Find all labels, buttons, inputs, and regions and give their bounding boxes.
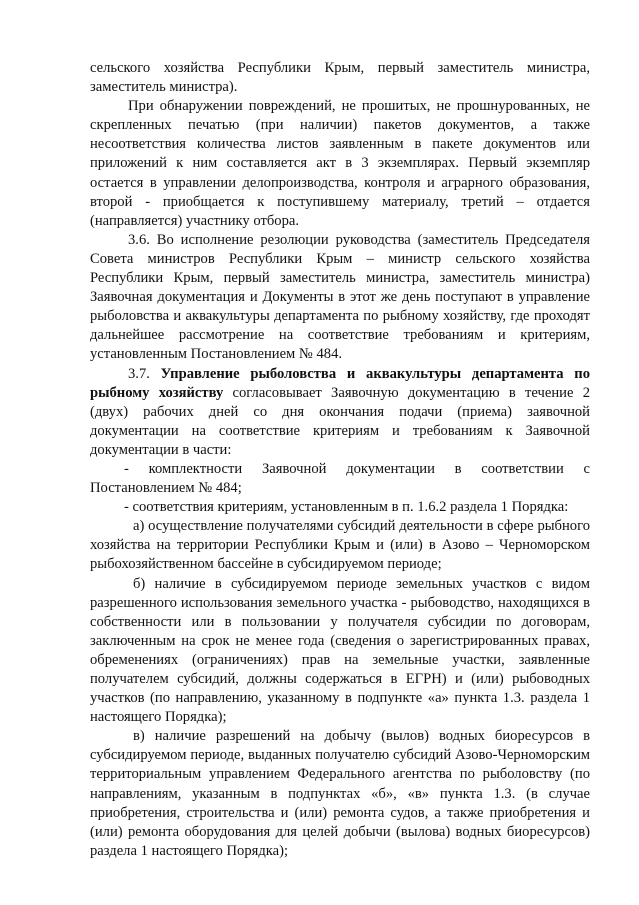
subitem-a: а) осуществление получателями субсидий деятельности в сфере рыбного хозяйства на территории Республики Крым и (или) в Азово – Черноморском рыбохозяйственном бассейне в субсидируемом периоде;: [90, 518, 590, 573]
subitem-v: в) наличие разрешений на добычу (вылов) водных биоресурсов в субсидируемом периоде, выданных получателю субсидий Азово-Черноморским территориальным управлением Федерального агентства по рыболовству (по направлениям, указанным в подпунктах «б», «в» пункта 1.3. (в случае приобретения, строительства и (или) ремонта судов, а также приобретения и (или) ремонта оборудования для целей добычи (вылова) водных биоресурсов) раздела 1 настоящего Порядка);: [90, 728, 590, 859]
document-body: [90, 59, 590, 861]
paragraph-3-7: [90, 365, 590, 460]
list-item-criteria: - соответствия критериям, установленным в п. 1.6.2 раздела 1 Порядка:: [124, 499, 569, 516]
paragraph-3-7-department: Управление рыболовства и аквакультуры департамента по рыбному хозяйству: [90, 365, 590, 401]
subitem-b: б) наличие в субсидируемом периоде земельных участков с видом разрешенного использования земельного участка - рыбоводство, находящихся в собственности или в пользовании у получателя субсидии по договорам, заключенным на срок не менее года (сведения о зарегистрированных правах, обременениях (ограничениях) прав на земельные участки, заявленные получателем субсидий, должны содержаться в ЕГРН) и (или) рыбоводных участков (по направлению, указанному в подпункте «а» пункта 1.3. раздела 1 настоящего Порядка);: [90, 575, 590, 726]
paragraph-damage-act: При обнаружении повреждений, не прошитых, не прошнурованных, не скрепленных печатью (при наличии) пакетов документов, а также несоответствия количества листов заявленным в пакете документов или приложений к ним составляется акт в 3 экземплярах. Первый экземпляр остается в управлении делопроизводства, контроля и аграрного образования, второй - приобщается к поступившему материалу, третий – отдается (направляется) участнику отбора.: [90, 98, 590, 229]
paragraph-3-6: 3.6. Во исполнение резолюции руководства (заместитель Председателя Совета министров Республики Крым – министр сельского хозяйства Республики Крым, первый заместитель министра, заместитель министра) Заявочная документация и Документы в этот же день поступают в управление рыболовства и аквакультуры департамента по рыбному хозяйству, где проходят дальнейшее рассмотрение на соответствие требованиям и критериям, установленным Постановлением № 484.: [90, 231, 590, 363]
paragraph-3-7-number: 3.7.: [128, 365, 161, 382]
paragraph-3-7-text: согласовывает Заявочную документацию в течение 2 (двух) рабочих дней со дня окончания подачи (приема) заявочной документации на соответствие критериям и требованиям к Заявочной документации в части:: [90, 384, 590, 458]
paragraph-continuation: сельского хозяйства Республики Крым, первый заместитель министра, заместитель министра).: [90, 60, 590, 96]
list-item-completeness: - комплектности Заявочной документации в соответствии с Постановлением № 484;: [90, 460, 590, 497]
